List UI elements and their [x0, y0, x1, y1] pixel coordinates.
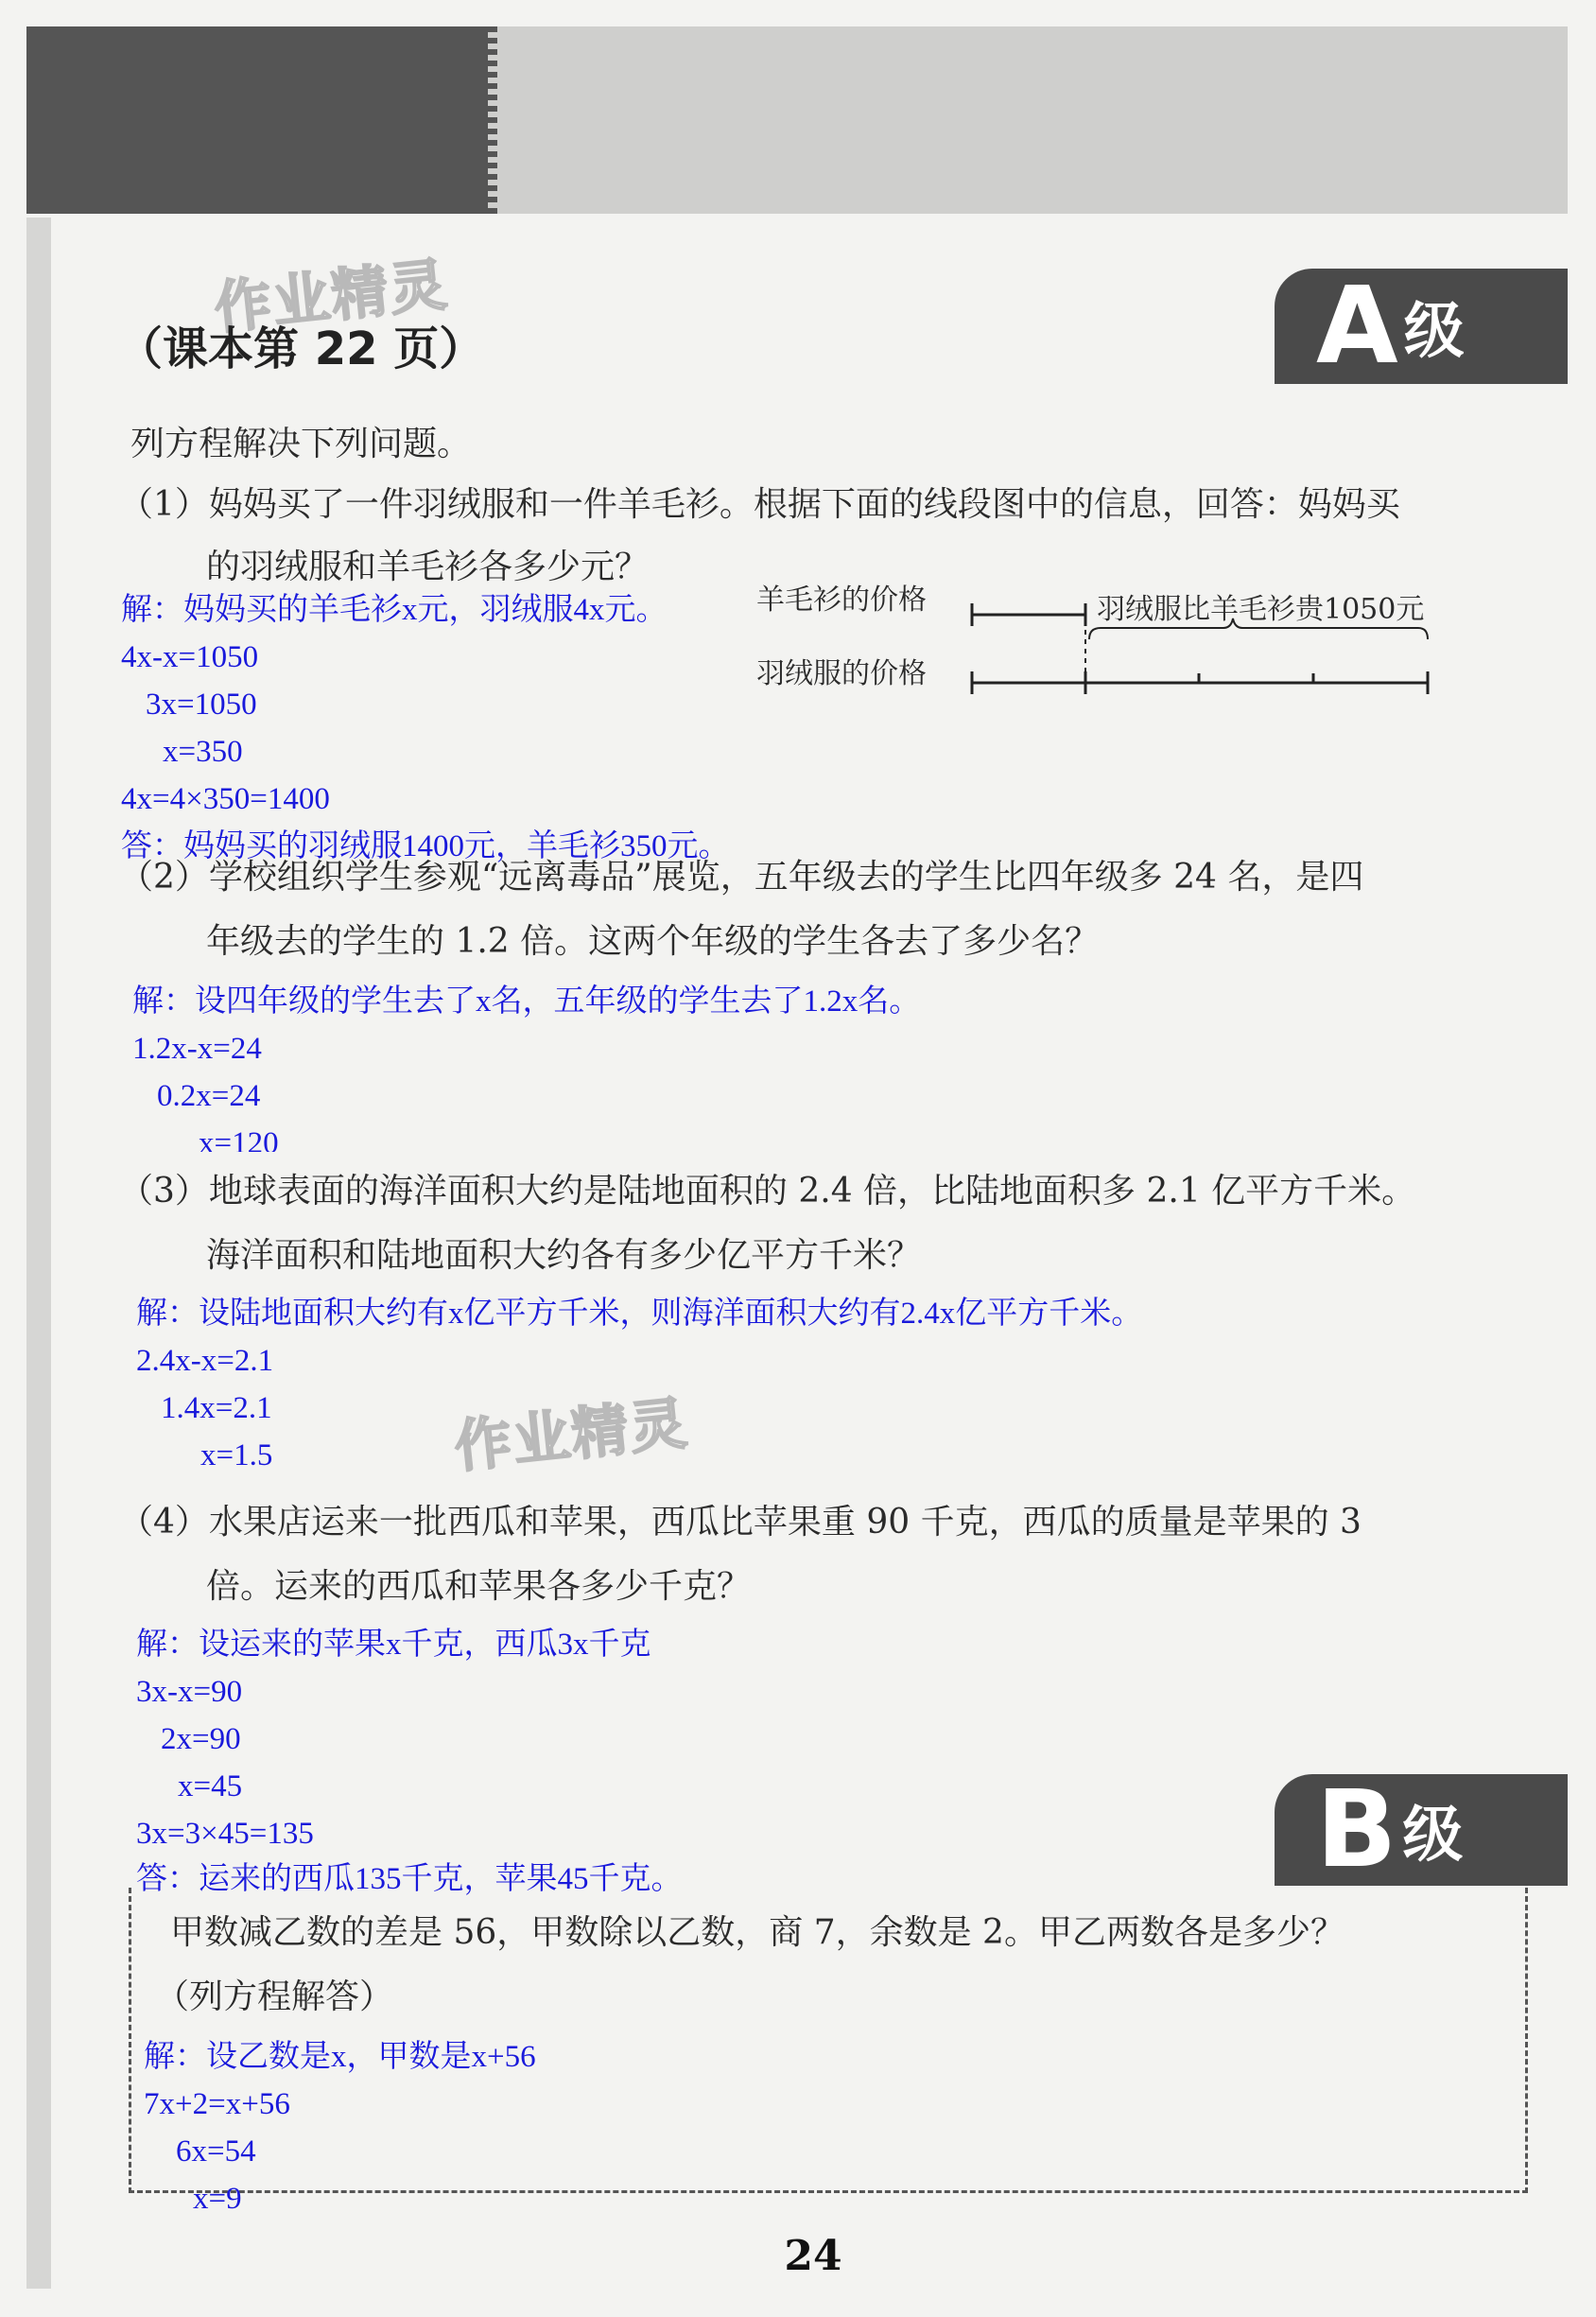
- level-a-letter: A: [1316, 265, 1398, 388]
- level-a-suffix: 级: [1403, 297, 1465, 367]
- q3-answer-2: 2.4x-x=2.1: [136, 1344, 274, 1378]
- q4-answer-5: 3x=3×45=135: [136, 1817, 314, 1851]
- q1-line-2: 的羽绒服和羊毛衫各多少元？: [206, 548, 650, 586]
- q4-answer-4: x=45: [178, 1769, 243, 1803]
- header-torn-edge: [488, 26, 497, 214]
- q1-answer-3: 3x=1050: [146, 688, 257, 722]
- q1-line-1: （1）妈妈买了一件羽绒服和一件羊毛衫。根据下面的线段图中的信息，回答：妈妈买: [119, 485, 1400, 524]
- watermark: 作业精灵: [451, 1390, 692, 1481]
- q3-answer-1: 解：设陆地面积大约有x亿平方千米，则海洋面积大约有2.4x亿平方千米。: [136, 1297, 1143, 1331]
- q1-answer-5: 4x=4×350=1400: [121, 782, 330, 816]
- level-b-suffix: 级: [1402, 1801, 1464, 1871]
- b-answer-1: 解：设乙数是x，甲数是x+56: [144, 2040, 536, 2074]
- q2-answer-1: 解：设四年级的学生去了x名，五年级的学生去了1.2x名。: [132, 984, 921, 1019]
- b-question-line-1: 甲数减乙数的差是 56，甲数除以乙数，商 7，余数是 2。甲乙两数各是多少？: [170, 1913, 1344, 1952]
- instruction: 列方程解决下列问题。: [130, 425, 472, 463]
- q4-line-1: （4）水果店运来一批西瓜和苹果，西瓜比苹果重 90 千克，西瓜的质量是苹果的 3: [119, 1503, 1362, 1542]
- q1-answer-2: 4x-x=1050: [121, 640, 259, 674]
- header-gray-block: [492, 26, 1568, 214]
- q3-line-1: （3）地球表面的海洋面积大约是陆地面积的 2.4 倍，比陆地面积多 2.1 亿平方千米。: [119, 1172, 1416, 1211]
- coat-price-label: 羽绒服的价格: [756, 657, 927, 690]
- page-number: 24: [784, 2232, 842, 2280]
- q4-line-2: 倍。运来的西瓜和苹果各多少千克？: [206, 1567, 752, 1606]
- q4-answer-3: 2x=90: [161, 1722, 241, 1756]
- b-answer-3: 6x=54: [176, 2134, 256, 2169]
- q2-answer-2: 1.2x-x=24: [132, 1032, 262, 1066]
- q3-answer-4: x=1.5: [200, 1438, 273, 1472]
- q2-line-1: （2）学校组织学生参观“远离毒品”展览，五年级去的学生比四年级多 24 名，是四: [119, 858, 1364, 897]
- q1-answer-4: x=350: [163, 735, 243, 769]
- q3-line-2: 海洋面积和陆地面积大约各有多少亿平方千米？: [206, 1236, 922, 1275]
- q4-answer-2: 3x-x=90: [136, 1675, 243, 1709]
- q1-answer-6: 答：妈妈买的羽绒服1400元，羊毛衫350元。: [121, 829, 730, 863]
- watermark: 作业精灵: [211, 252, 452, 342]
- b-question-line-2: （列方程解答）: [155, 1977, 394, 2016]
- b-answer-2: 7x+2=x+56: [144, 2087, 290, 2121]
- page-left-edge: [26, 218, 51, 2289]
- q3-answer-3: 1.4x=2.1: [161, 1391, 272, 1425]
- q2-answer-4: x=120: [199, 1126, 279, 1152]
- level-b-badge: [1275, 1768, 1568, 1891]
- line-segment-diagram: [756, 577, 1475, 709]
- difference-label: 羽绒服比羊毛衫贵1050元: [1097, 593, 1425, 626]
- q2-line-2: 年级去的学生的 1.2 倍。这两个年级的学生各去了多少名？: [206, 922, 1100, 961]
- header-dark-block: [26, 26, 492, 214]
- q4-answer-1: 解：设运来的苹果x千克，西瓜3x千克: [136, 1628, 651, 1662]
- b-answer-4: x=9: [193, 2182, 242, 2216]
- level-b-letter: B: [1316, 1768, 1397, 1891]
- q4-answer-6: 答：运来的西瓜135千克，苹果45千克。: [136, 1862, 683, 1896]
- level-a-badge: [1275, 265, 1568, 388]
- section-title: （课本第 22 页）: [117, 322, 485, 375]
- q2-answer-3: 0.2x=24: [157, 1079, 261, 1113]
- q1-answer-1: 解：妈妈买的羊毛衫x元，羽绒服4x元。: [121, 593, 668, 627]
- sweater-price-label: 羊毛衫的价格: [756, 584, 927, 617]
